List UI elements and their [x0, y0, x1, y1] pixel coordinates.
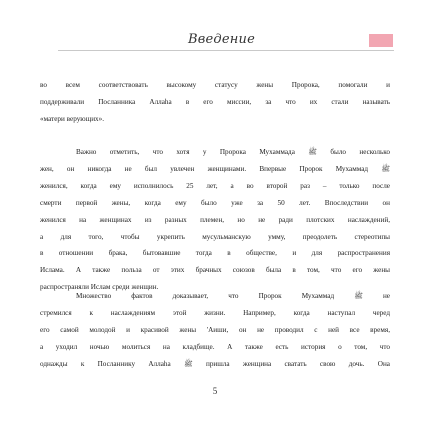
chapter-title: Введение — [188, 32, 255, 47]
text-line: Важно отметить, что хотя у Пророка Мухаммада ﷺ было несколько — [76, 148, 390, 156]
text-line: Ислама. А также польза от этих брачных союзов была в том, что его жены — [40, 266, 390, 275]
header-accent-box — [369, 34, 393, 47]
paragraph-2 — [40, 144, 390, 296]
page-header — [0, 0, 430, 52]
text-line: распространяли Ислам среди женщин. — [40, 283, 159, 292]
text-line: однажды к Посланнику Аллаһа ﷺ пришла женщина сватать свою дочь. Она — [40, 359, 390, 368]
text-line: Множество фактов доказывает, что Пророк Мухаммад ﷺ не — [76, 292, 390, 300]
paragraph-3 — [40, 288, 390, 373]
page-number: 5 — [212, 386, 218, 396]
text-line: стремился к наслаждениям этой жизни. Например, когда наступал черед — [40, 308, 390, 317]
text-line: жен, он никогда не был увлечен женщинами. Впервые Пророк Мухаммад ﷺ — [40, 164, 390, 173]
text-line: а уходил ночью молиться на кладбище. А также есть история о том, что — [40, 342, 390, 351]
text-line: в отношении брака, бытовавшие тогда в обществе, и для распространения — [40, 249, 390, 258]
text-line: «матери верующих». — [40, 114, 105, 123]
text-line: смерти первой жены, когда ему было уже за 50 лет. Впоследствии он — [40, 198, 390, 207]
text-line: женился на женщинах из разных племен, но не ради плотских наслаждений, — [40, 215, 390, 224]
text-line: а для того, чтобы укрепить мусульманскую умму, преодолеть стереотипы — [40, 232, 390, 241]
text-line: его самой молодой и красивой жены 'Аиши, он не проводил с ней все время, — [40, 325, 390, 334]
text-line: поддерживали Посланника Аллаһа в его миссии, за что их стали называть — [40, 97, 390, 106]
paragraph-1 — [40, 77, 390, 128]
header-rule — [58, 50, 394, 51]
text-line: женился, когда ему исполнилось 25 лет, а во второй раз – только после — [40, 181, 390, 190]
text-line: во всем соответствовать высокому статусу жены Пророка, помогали и — [40, 81, 390, 89]
